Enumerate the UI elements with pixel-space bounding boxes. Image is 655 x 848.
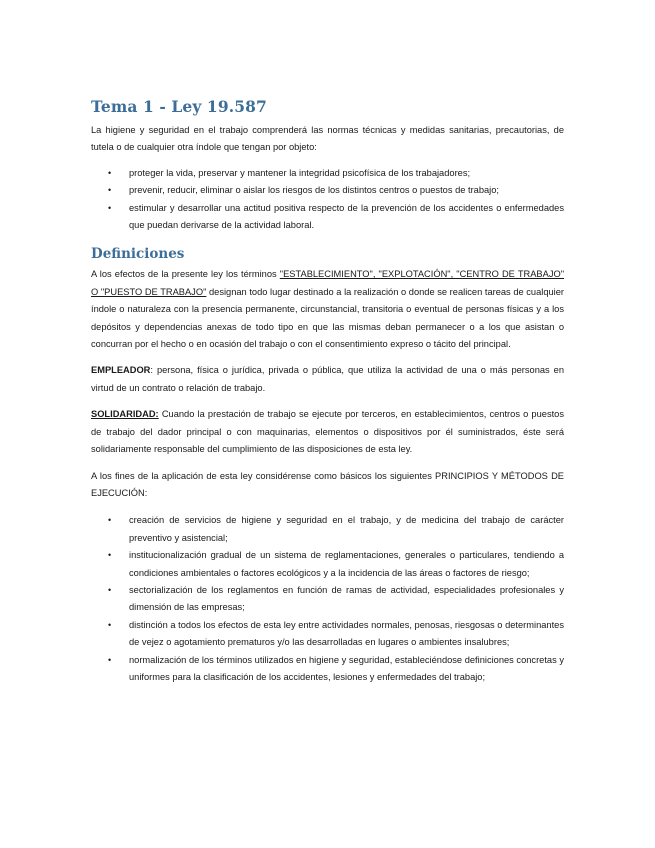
empleador-paragraph: EMPLEADOR: persona, física o jurídica, privada o pública, que utiliza la actividad de una o más personas en virtud de un contrato o relación de trabajo.	[91, 365, 564, 393]
definitions-paragraph: A los efectos de la presente ley los términos "ESTABLECIMIENTO", "EXPLOTACIÓN", "CENTRO DE TRABAJO" O "PUESTO DE TRABAJO" designan todo lugar destinado a la realización o donde se realicen tareas de cualquier índole o naturaleza con la presencia permanente, circunstancial, transitoria o eventual de personas físicas y a los depósitos y dependencias anexas de todo tipo en que las mismas deban permanecer o a los que asistan o concurran por el hecho o en ocasión del trabajo o con el consentimiento expreso o tácito del principal.	[91, 269, 565, 350]
bullet-icon: •	[108, 550, 112, 561]
list-item: • sectorialización de los reglamentos en función de ramas de actividad, especialidades profesionales y dimensión de las empresas;	[91, 582, 564, 617]
objectives-list	[91, 165, 564, 235]
defined-terms: "ESTABLECIMIENTO", "EXPLOTACIÓN", "CENTRO DE TRABAJO" O "PUESTO DE TRABAJO"	[91, 269, 564, 297]
definitions-heading: Definiciones	[91, 246, 185, 263]
empleador-label: EMPLEADOR	[91, 365, 151, 376]
list-item: • proteger la vida, preservar y mantener la integridad psicofísica de los trabajadores;	[91, 165, 564, 182]
solidaridad-label: SOLIDARIDAD:	[91, 409, 159, 420]
bullet-icon: •	[108, 167, 112, 178]
list-item: • distinción a todos los efectos de esta ley entre actividades normales, penosas, riesgosas o determinantes de vejez o agotamiento prematuros y/o las desarrolladas en lugares o ambientes insalubres;	[91, 617, 564, 652]
bullet-icon: •	[108, 202, 112, 213]
solidaridad-paragraph: SOLIDARIDAD: Cuando la prestación de trabajo se ejecute por terceros, en establecimientos, centros o puestos de trabajo del dador principal o con maquinarias, elementos o dispositivos por él suministrados, éste será solidariamente responsable del cumplimiento de las disposiciones de esta ley.	[91, 409, 564, 455]
bullet-icon: •	[108, 619, 112, 630]
bullet-icon: •	[108, 515, 112, 526]
principles-list	[91, 512, 564, 686]
list-item: • prevenir, reducir, eliminar o aislar los riesgos de los distintos centros o puestos de trabajo;	[91, 182, 564, 199]
bullet-icon: •	[108, 584, 112, 595]
list-item: • institucionalización gradual de un sistema de reglamentaciones, generales o particulares, tendiendo a condiciones ambientales o factores ecológicos y a la incidencia de las áreas o factores de riesgo;	[91, 547, 564, 582]
list-item: • normalización de los términos utilizados en higiene y seguridad, estableciéndose definiciones concretas y uniformes para la clasificación de los accidentes, lesiones y enfermedades del trabajo;	[91, 652, 564, 687]
document-content	[91, 97, 564, 692]
bullet-icon: •	[108, 185, 112, 196]
intro-paragraph: La higiene y seguridad en el trabajo comprenderá las normas técnicas y medidas sanitarias, precautorias, de tutela o de cualquier otra índole que tengan por objeto:	[91, 125, 564, 153]
list-item: • estimular y desarrollar una actitud positiva respecto de la prevención de los accidentes o enfermedades que puedan derivarse de la actividad laboral.	[91, 200, 564, 235]
page-title: Tema 1 - Ley 19.587	[91, 97, 267, 116]
principles-intro: A los fines de la aplicación de esta ley considérense como básicos los siguientes PRINCIPIOS Y MÉTODOS DE EJECUCIÓN:	[91, 470, 564, 498]
list-item: • creación de servicios de higiene y seguridad en el trabajo, y de medicina del trabajo de carácter preventivo y asistencial;	[91, 512, 564, 547]
bullet-icon: •	[108, 654, 112, 665]
